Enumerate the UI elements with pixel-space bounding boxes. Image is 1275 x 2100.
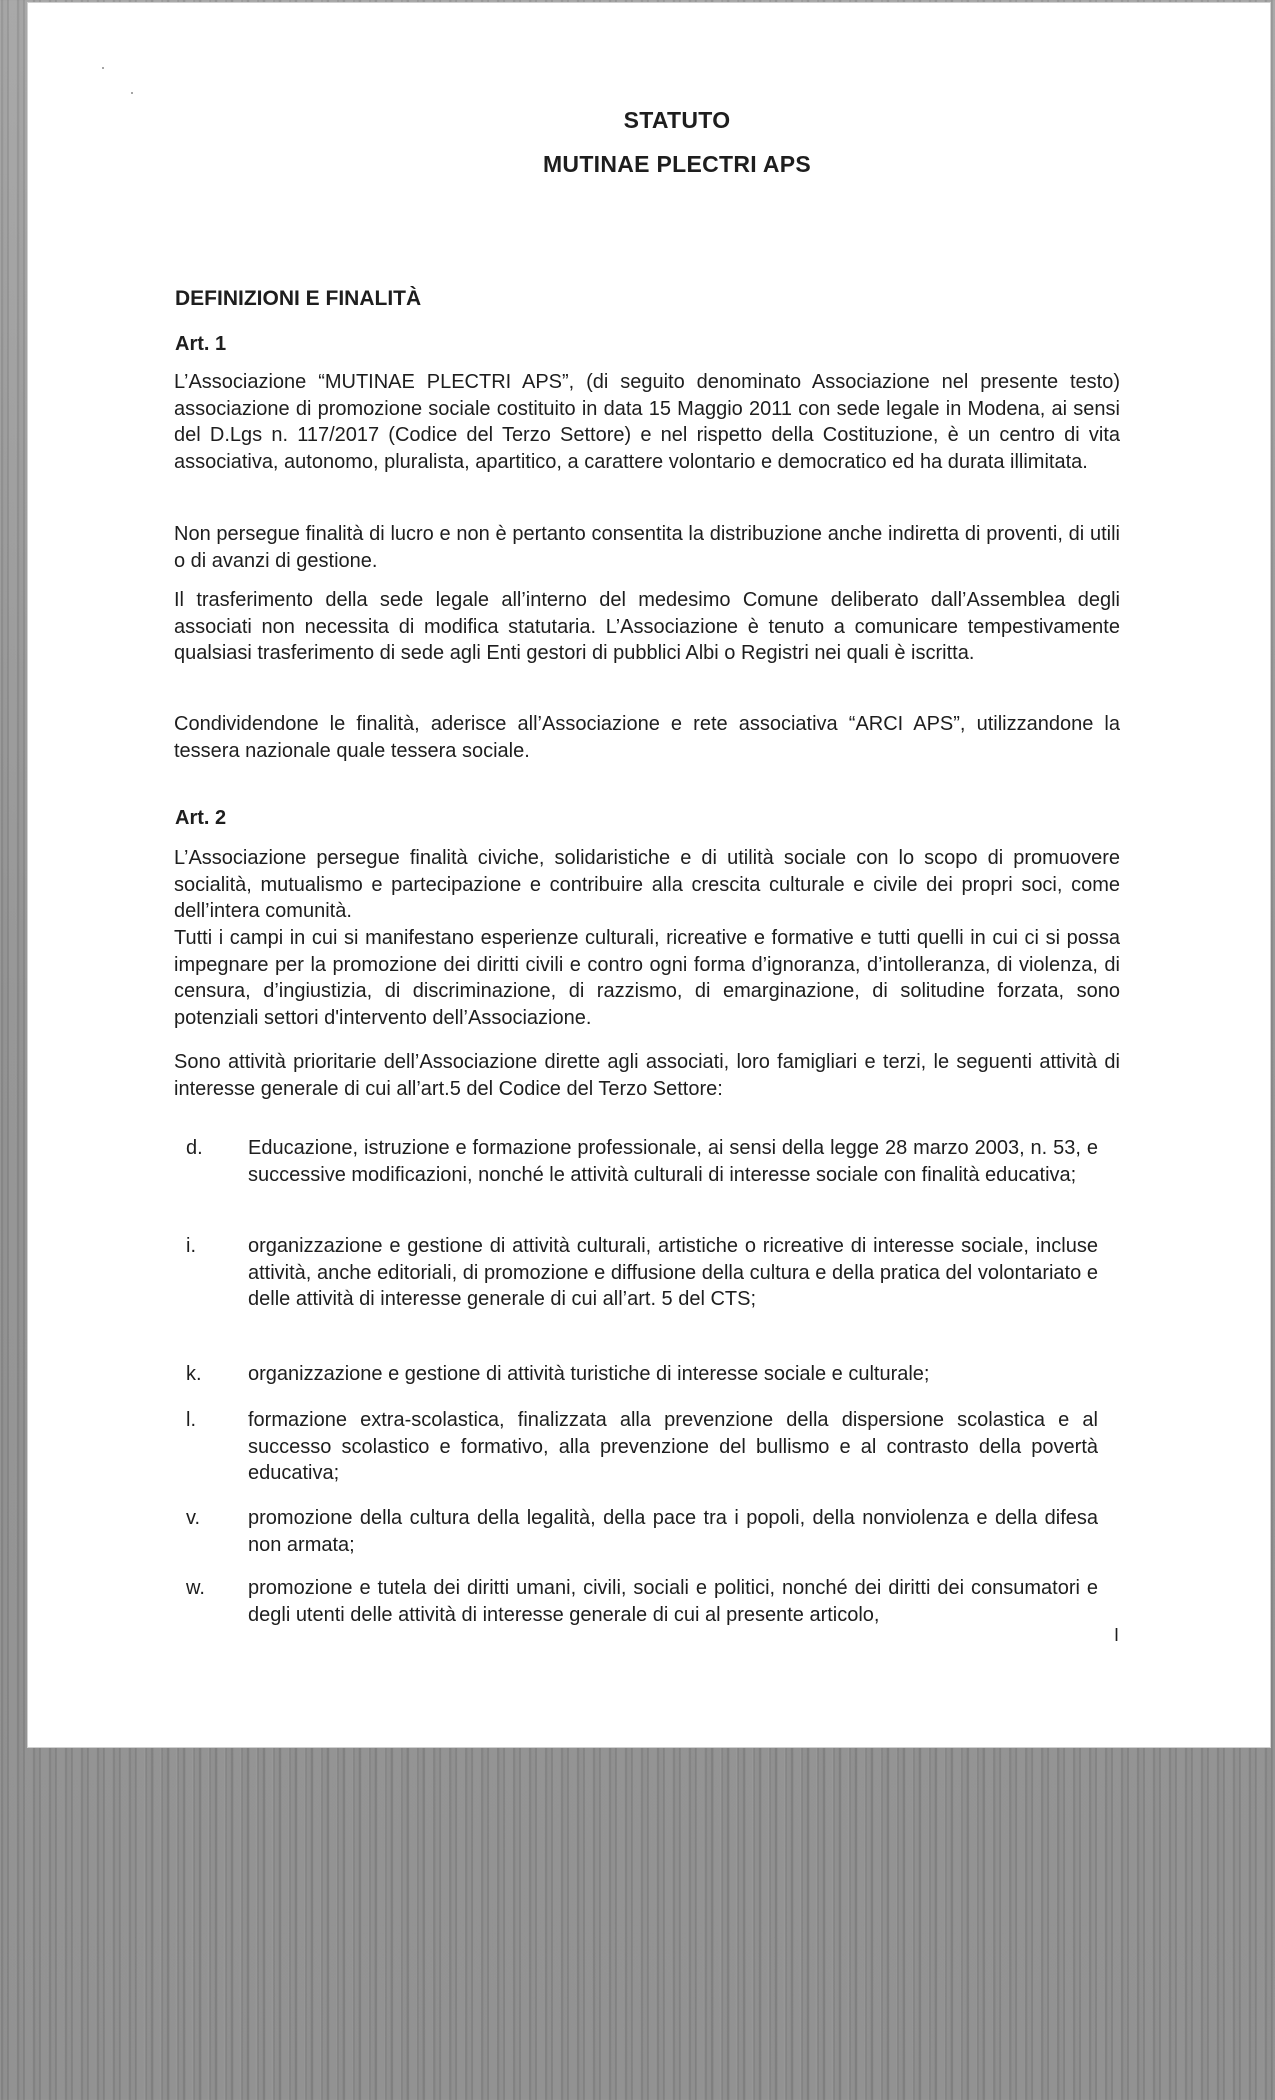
list-item — [186, 1135, 1116, 1188]
art2-paragraph: Tutti i campi in cui si manifestano esperienze culturali, ricreative e formative e tutti quelli in cui ci si possa impegnare per la promozione dei diritti civili e contro ogni forma d’ignoranza, d’intolleranza, di violenza, di censura, d’ingiustizia, di discriminazione, di razzismo, di emarginazione, di solitudine forzata, sono potenziali settori d'intervento dell’Associazione. — [174, 927, 1120, 1029]
document-page — [28, 3, 1270, 1747]
list-item-text: organizzazione e gestione di attività culturali, artistiche o ricreative di interesse sociale, incluse attività, anche editoriali, di promozione e diffusione della cultura e della pratica del volontariato e delle attività di interesse generale di cui all’art. 5 del CTS; — [248, 1235, 1098, 1310]
list-item-text: Educazione, istruzione e formazione professionale, ai sensi della legge 28 marzo 2003, n. 53, e successive modificazioni, nonché le attività culturali di interesse sociale con finalità educativa; — [248, 1137, 1098, 1186]
art1-paragraph: L’Associazione “MUTINAE PLECTRI APS”, (di seguito denominato Associazione nel presente testo) associazione di promozione sociale costituito in data 15 Maggio 2011 con sede legale in Modena, ai sensi del D.Lgs n. 117/2017 (Codice del Terzo Settore) e nel rispetto della Costituzione, è un centro di vita associativa, autonomo, pluralista, apartitico, a carattere volontario e democratico ed ha durata illimitata. — [174, 371, 1120, 473]
list-item — [186, 1505, 1116, 1558]
art2-paragraph: L’Associazione persegue finalità civiche, solidaristiche e di utilità sociale con lo scopo di promuovere socialità, mutualismo e partecipazione e contribuire alla crescita culturale e civile dei propri soci, come dell’intera comunità. — [174, 847, 1120, 922]
art1-paragraph: Condividendone le finalità, aderisce all’Associazione e rete associativa “ARCI APS”, utilizzandone la tessera nazionale quale tessera sociale. — [174, 713, 1120, 762]
list-item-text: formazione extra-scolastica, finalizzata alla prevenzione della dispersione scolastica e al successo scolastico e formativo, alla prevenzione del bullismo e al contrasto della povertà educativa; — [248, 1409, 1098, 1484]
list-item-marker: w. — [186, 1577, 205, 1599]
art1-paragraph: Il trasferimento della sede legale all’interno del medesimo Comune deliberato dall’Assemblea degli associati non necessita di modifica statutaria. L’Associazione è tenuto a comunicare tempestivamente qualsiasi trasferimento di sede agli Enti gestori di pubblici Albi o Registri nei quali è iscritta. — [174, 589, 1120, 664]
scan-speck — [102, 67, 104, 69]
list-item-text: promozione e tutela dei diritti umani, civili, sociali e politici, nonché dei diritti dei consumatori e degli utenti delle attività di interesse generale di cui al presente articolo, — [248, 1577, 1098, 1626]
list-item — [186, 1575, 1116, 1628]
list-item-marker: l. — [186, 1409, 196, 1431]
art1-heading: Art. 1 — [175, 333, 227, 355]
scan-speck — [131, 92, 133, 94]
list-item-marker: k. — [186, 1363, 202, 1385]
art2-paragraph: Sono attività prioritarie dell’Associazione dirette agli associati, loro famigliari e terzi, le seguenti attività di interesse generale di cui all’art.5 del Codice del Terzo Settore: — [174, 1051, 1120, 1100]
list-item-text: organizzazione e gestione di attività turistiche di interesse sociale e culturale; — [248, 1363, 930, 1385]
document-subtitle: MUTINAE PLECTRI APS — [542, 151, 812, 177]
art2-heading: Art. 2 — [175, 807, 227, 829]
document-title: STATUTO — [623, 107, 731, 133]
list-item-marker: d. — [186, 1137, 203, 1159]
list-item-marker: v. — [186, 1507, 201, 1529]
page-number: I — [1114, 1625, 1120, 1645]
list-item — [186, 1407, 1116, 1487]
list-item-text: promozione della cultura della legalità, della pace tra i popoli, della nonviolenza e della difesa non armata; — [248, 1507, 1098, 1556]
list-item — [186, 1361, 1116, 1388]
section-heading: DEFINIZIONI E FINALITÀ — [175, 287, 422, 310]
list-item — [186, 1233, 1116, 1313]
list-item-marker: i. — [186, 1235, 196, 1257]
art1-paragraph: Non persegue finalità di lucro e non è pertanto consentita la distribuzione anche indiretta di proventi, di utili o di avanzi di gestione. — [174, 523, 1120, 572]
